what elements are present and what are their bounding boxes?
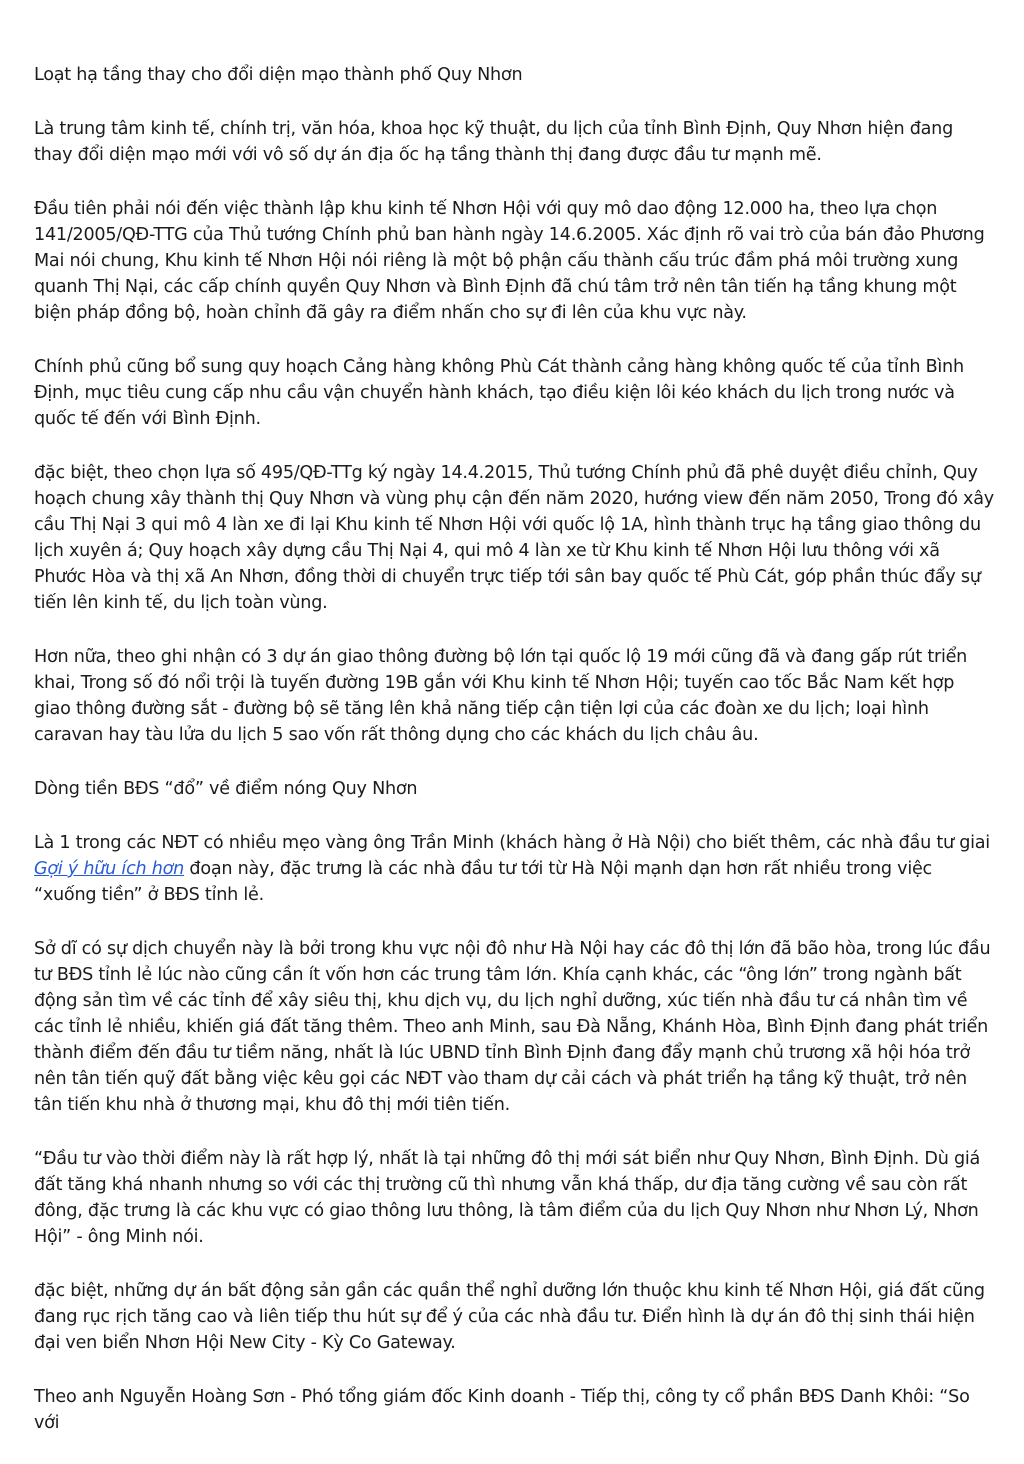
paragraph-nhon-hoi-economic-zone: Đầu tiên phải nói đến việc thành lập khu kinh tế Nhơn Hội với quy mô dao động 12.000 ha, theo lựa chọn 141/2005/QĐ-TTG của Thủ tướng Chính phủ ban hành ngày 14.6.2005. Xác định rõ vai trò của bán đảo Phương Mai nói chung, Khu kinh tế Nhơn Hội nói riêng là một bộ phận cấu thành cấu trúc đầm phá môi trường xung quanh Thị Nại, các cấp chính quyền Quy Nhơn và Bình Định đã chú tâm trở nên tân tiến hạ tầng khung một biện pháp đồng bộ, hoàn chỉnh đã gây ra điểm nhấn cho sự đi lên của khu vực này. xyxy=(34,199,985,323)
section-subtitle: Dòng tiền BĐS “đổ” về điểm nóng Quy Nhơn xyxy=(34,779,418,799)
paragraph-text-before-link: Là 1 trong các NĐT có nhiều mẹo vàng ông Trần Minh (khách hàng ở Hà Nội) cho biết thêm, các nhà đầu tư giai xyxy=(34,833,990,853)
paragraph-intro: Là trung tâm kinh tế, chính trị, văn hóa, khoa học kỹ thuật, du lịch của tỉnh Bình Định, Quy Nhơn hiện đang thay đổi diện mạo mới với vô số dự án địa ốc hạ tầng thành thị đang được đầu tư mạnh mẽ. xyxy=(34,119,953,165)
suggestion-link[interactable]: Gợi ý hữu ích hơn xyxy=(34,859,185,879)
paragraph-phu-cat-airport: Chính phủ cũng bổ sung quy hoạch Cảng hàng không Phù Cát thành cảng hàng không quốc tế của tỉnh Bình Định, mục tiêu cung cấp nhu cầu vận chuyển hành khách, tạo điều kiện lôi kéo khách du lịch trong nước và quốc tế đến với Bình Định. xyxy=(34,357,964,429)
paragraph-nhon-hoi-new-city: đặc biệt, những dự án bất động sản gần các quần thể nghỉ dưỡng lớn thuộc khu kinh tế Nhơn Hội, giá đất cũng đang rục rịch tăng cao và liên tiếp thu hút sự để ý của các nhà đầu tư. Điển hình là dự án đô thị sinh thái hiện đại ven biển Nhơn Hội New City - Kỳ Co Gateway. xyxy=(34,1281,985,1353)
paragraph-capital-shift: Sở dĩ có sự dịch chuyển này là bởi trong khu vực nội đô như Hà Nội hay các đô thị lớn đã bão hòa, trong lúc đầu tư BĐS tỉnh lẻ lúc nào cũng cần ít vốn hơn các trung tâm lớn. Khía cạnh khác, các “ông lớn” trong ngành bất động sản tìm về các tỉnh để xây siêu thị, khu dịch vụ, du lịch nghỉ dưỡng, xúc tiến nhà đầu tư cá nhân tìm về các tỉnh lẻ nhiều, khiến giá đất tăng thêm. Theo anh Minh, sau Đà Nẵng, Khánh Hòa, Bình Định đang phát triển thành điểm đến đầu tư tiềm năng, nhất là lúc UBND tỉnh Bình Định đang đẩy mạnh chủ trương xã hội hóa trở nên tân tiến quỹ đất bằng việc kêu gọi các NĐT vào tham dự cải cách và phát triển hạ tầng kỹ thuật, trở nên tân tiến khu nhà ở thương mại, khu đô thị mới tiên tiến. xyxy=(34,939,991,1115)
paragraph-thi-nai-bridges: đặc biệt, theo chọn lựa số 495/QĐ-TTg ký ngày 14.4.2015, Thủ tướng Chính phủ đã phê duyệt điều chỉnh, Quy hoạch chung xây thành thị Quy Nhơn và vùng phụ cận đến năm 2020, hướng view đến năm 2050, Trong đó xây cầu Thị Nại 3 qui mô 4 làn xe đi lại Khu kinh tế Nhơn Hội với quốc lộ 1A, hình thành trục hạ tầng giao thông du lịch xuyên á; Quy hoạch xây dựng cầu Thị Nại 4, qui mô 4 làn xe từ Khu kinh tế Nhơn Hội lưu thông với xã Phước Hòa và thị xã An Nhơn, đồng thời di chuyển trực tiếp tới sân bay quốc tế Phù Cát, góp phần thúc đẩy sự tiến lên kinh tế, du lịch toàn vùng. xyxy=(34,463,994,613)
paragraph-minh-quote: “Đầu tư vào thời điểm này là rất hợp lý, nhất là tại những đô thị mới sát biển như Quy Nhơn, Bình Định. Dù giá đất tăng khá nhanh nhưng so với các thị trường cũ thì nhưng vẫn khá thấp, dư địa tăng cường về sau còn rất đông, đặc trưng là các khu vực có giao thông lưu thông, là tâm điểm của du lịch Quy Nhơn như Nhơn Lý, Nhơn Hội” - ông Minh nói. xyxy=(34,1149,981,1247)
article-title: Loạt hạ tầng thay cho đổi diện mạo thành phố Quy Nhơn xyxy=(34,65,523,85)
paragraph-road-projects: Hơn nữa, theo ghi nhận có 3 dự án giao thông đường bộ lớn tại quốc lộ 19 mới cũng đã và đang gấp rút triển khai, Trong số đó nổi trội là tuyến đường 19B gắn với Khu kinh tế Nhơn Hội; tuyến cao tốc Bắc Nam kết hợp giao thông đường sắt - đường bộ sẽ tăng lên khả năng tiếp cận tiện lợi của các đoàn xe du lịch; loại hình caravan hay tàu lửa du lịch 5 sao vốn rất thông dụng cho các khách du lịch châu âu. xyxy=(34,647,968,745)
paragraph-investor-tran-minh xyxy=(34,830,994,908)
paragraph-danh-khoi-quote: Theo anh Nguyễn Hoàng Sơn - Phó tổng giám đốc Kinh doanh - Tiếp thị, công ty cổ phần BĐS Danh Khôi: “So với xyxy=(34,1387,970,1433)
document-page xyxy=(34,62,994,1464)
paragraph-text-after-link: đoạn này, đặc trưng là các nhà đầu tư tới từ Hà Nội mạnh dạn hơn rất nhiều trong việc “xuống tiền” ở BĐS tỉnh lẻ. xyxy=(34,859,932,905)
